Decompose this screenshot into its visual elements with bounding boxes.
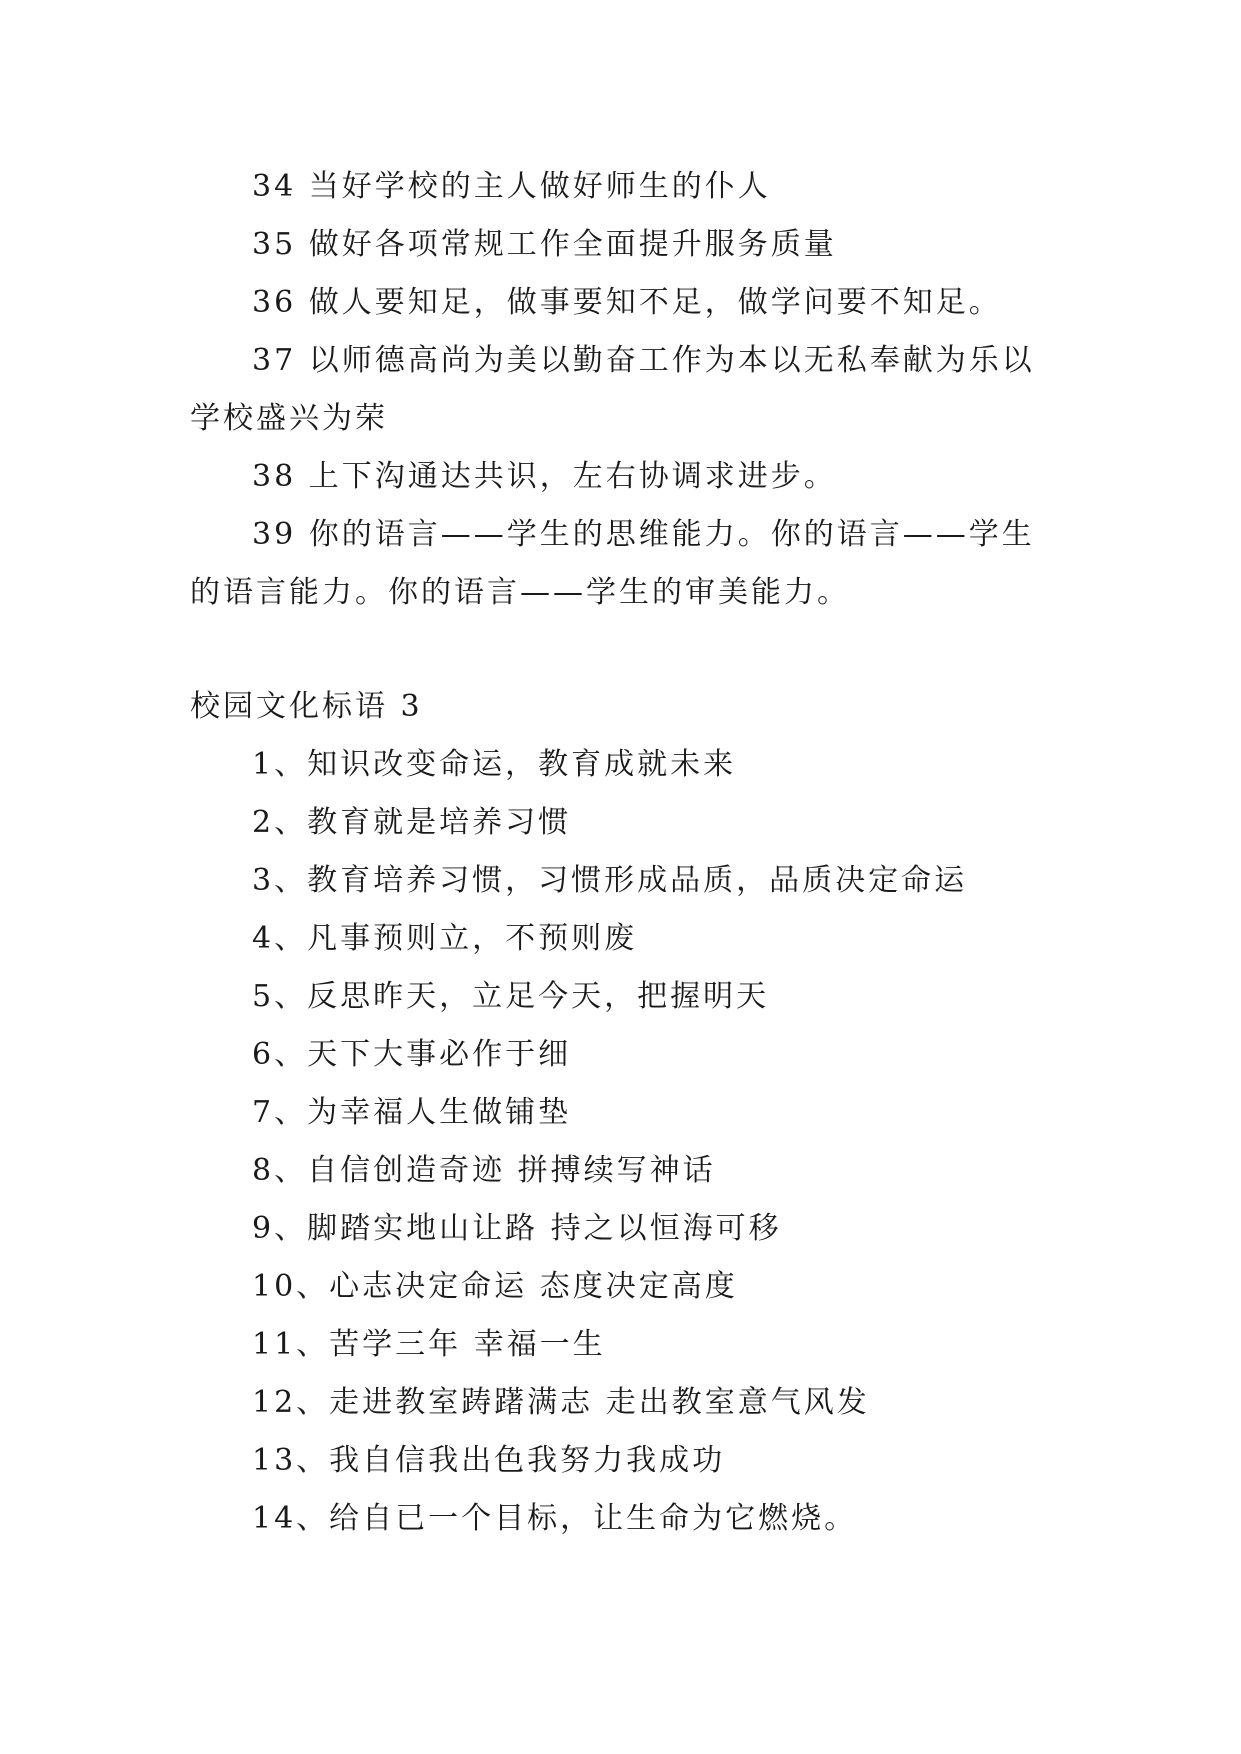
paragraph-39: 39 你的语言——学生的思维能力。你的语言——学生的语言能力。你的语言——学生的审美能力。 <box>190 517 1035 610</box>
paragraph-35: 35 做好各项常规工作全面提升服务质量 <box>252 227 837 262</box>
list-item: 9、脚踏实地山让路 持之以恒海可移 <box>252 1211 782 1246</box>
list-item: 11、苦学三年 幸福一生 <box>252 1327 606 1362</box>
paragraph-36: 36 做人要知足，做事要知不足，做学问要不知足。 <box>252 285 1002 320</box>
list-item: 7、为幸福人生做铺垫 <box>252 1095 572 1130</box>
paragraph-34: 34 当好学校的主人做好师生的仆人 <box>252 169 771 204</box>
list-item: 4、凡事预则立，不预则废 <box>252 921 638 956</box>
paragraph-38: 38 上下沟通达共识，左右协调求进步。 <box>252 459 837 494</box>
list-item: 10、心志决定命运 态度决定高度 <box>252 1269 738 1304</box>
paragraph-37: 37 以师德高尚为美以勤奋工作为本以无私奉献为乐以学校盛兴为荣 <box>190 343 1035 436</box>
list-item: 8、自信创造奇迹 拼搏续写神话 <box>252 1153 716 1188</box>
list-item: 1、知识改变命运，教育成就未来 <box>252 747 737 782</box>
list-item: 12、走进教室踌躇满志 走出教室意气风发 <box>252 1385 870 1420</box>
list-item: 6、天下大事必作于细 <box>252 1037 572 1072</box>
section-heading: 校园文化标语 3 <box>190 689 423 724</box>
slogan-list <box>190 736 1062 1548</box>
list-item: 13、我自信我出色我努力我成功 <box>252 1443 726 1478</box>
list-item: 2、教育就是培养习惯 <box>252 805 572 840</box>
list-item: 5、反思昨天，立足今天，把握明天 <box>252 979 770 1014</box>
document-body <box>190 158 1062 1548</box>
list-item: 3、教育培养习惯，习惯形成品质，品质决定命运 <box>252 863 968 898</box>
list-item: 14、给自已一个目标，让生命为它燃烧。 <box>252 1501 858 1536</box>
